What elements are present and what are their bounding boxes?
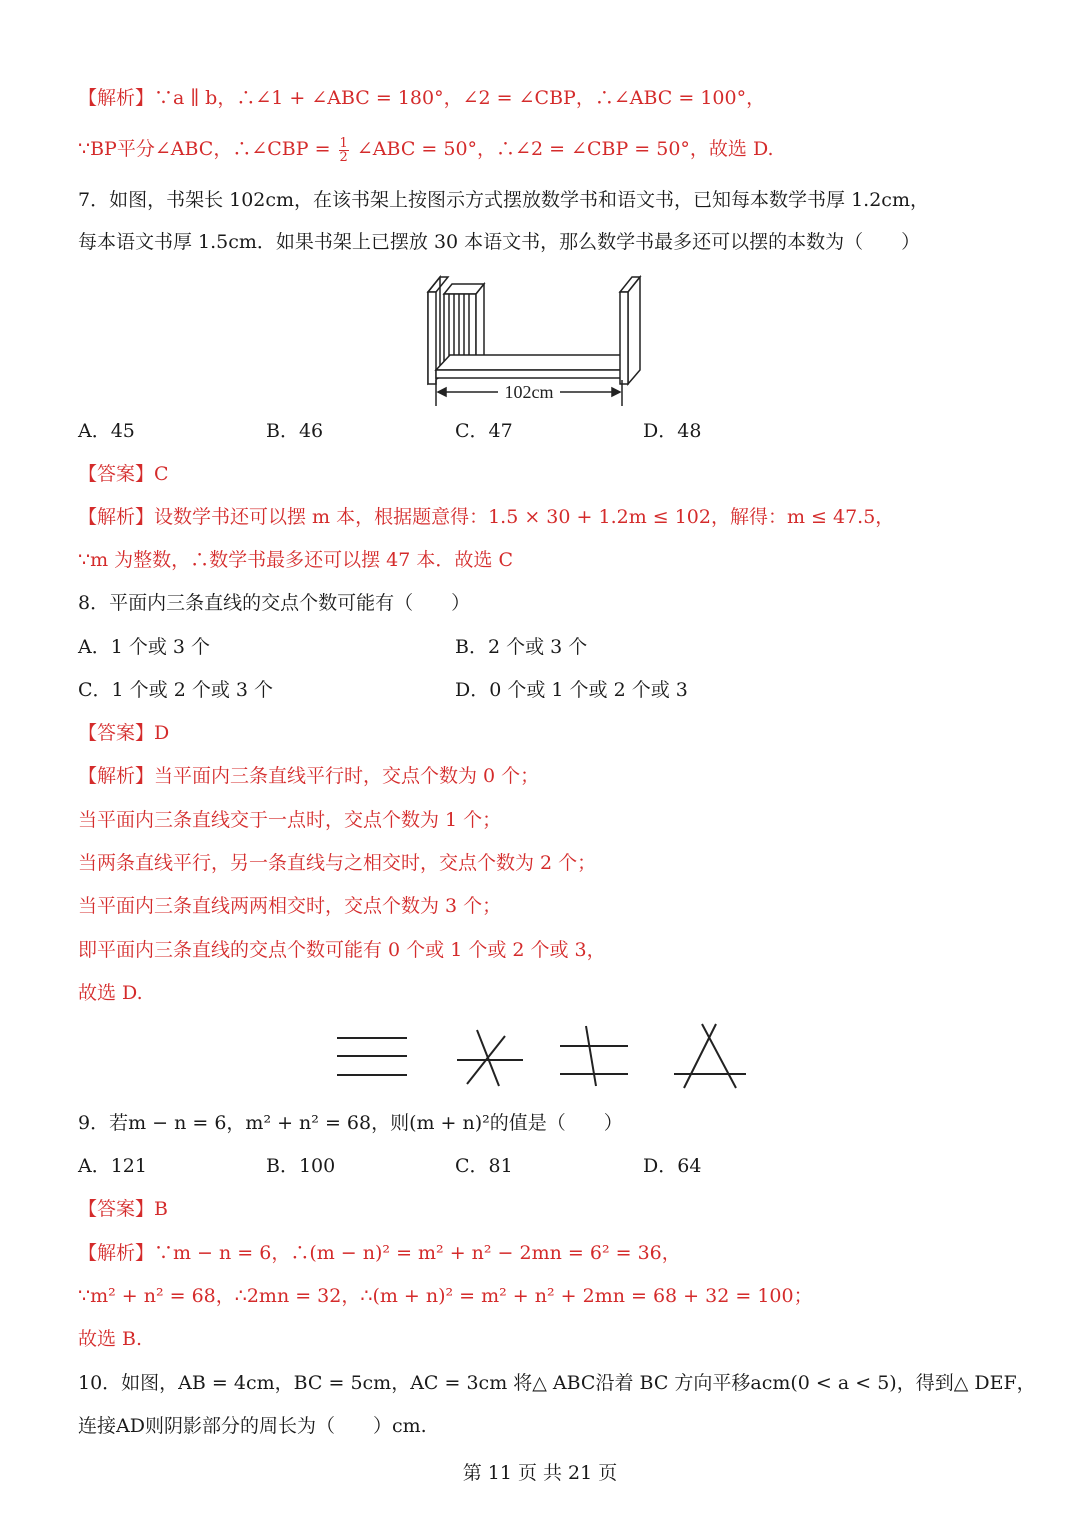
q7-answer: 【答案】C (78, 463, 169, 485)
q7-analysis-line-1: 【解析】设数学书还可以摆 m 本，根据题意得：1.5 × 30 + 1.2m ≤ 102，解得：m ≤ 47.5， (78, 506, 895, 528)
q9-option-d: D．64 (643, 1155, 702, 1177)
two-parallel-one-transversal-figure (558, 1024, 630, 1088)
q8-option-a: A．1 个或 3 个 (78, 636, 211, 658)
q6-analysis-line-2a: ∵BP平分∠ABC，∴∠CBP = (78, 138, 331, 160)
three-parallel-lines-figure (335, 1032, 410, 1080)
bookshelf-figure (420, 262, 660, 407)
q8-analysis-line-2: 当平面内三条直线交于一点时，交点个数为 1 个； (78, 809, 502, 831)
q9-analysis-line-3: 故选 B. (78, 1328, 143, 1350)
q8-option-b: B．2 个或 3 个 (455, 636, 588, 658)
q8-analysis-line-5: 即平面内三条直线的交点个数可能有 0 个或 1 个或 2 个或 3， (78, 939, 606, 961)
q9-analysis-line-2: ∵m² + n² = 68，∴2mn = 32，∴(m + n)² = m² + n² + 2mn = 68 + 32 = 100； (78, 1285, 813, 1307)
q8-analysis-line-3: 当两条直线平行，另一条直线与之相交时，交点个数为 2 个； (78, 852, 597, 874)
fraction-numerator: 1 (339, 135, 348, 151)
q8-answer: 【答案】D (78, 722, 170, 744)
q7-option-b: B．46 (266, 420, 324, 442)
q7-stem-line-2: 每本语文书厚 1.5cm．如果书架上已摆放 30 本语文书，那么数学书最多还可以摆的本数为（ ） (78, 231, 921, 253)
q8-option-d: D．0 个或 1 个或 2 个或 3 (455, 679, 688, 701)
bookshelf-length-label: 102cm (504, 382, 554, 402)
q9-option-b: B．100 (266, 1155, 336, 1177)
q8-stem: 8．平面内三条直线的交点个数可能有（ ） (78, 592, 471, 614)
q10-stem-line-2: 连接AD则阴影部分的周长为（ ）cm. (78, 1415, 427, 1437)
q9-option-a: A．121 (78, 1155, 147, 1177)
q7-analysis-line-2: ∵m 为整数，∴数学书最多还可以摆 47 本．故选 C (78, 549, 513, 571)
q6-analysis-line-1: 【解析】∵a ∥ b，∴∠1 + ∠ABC = 180°，∠2 = ∠CBP，∴∠ABC = 100°， (78, 87, 766, 109)
q6-analysis-line-2 (78, 136, 774, 164)
q8-analysis-line-4: 当平面内三条直线两两相交时，交点个数为 3 个； (78, 895, 502, 917)
q7-option-d: D．48 (643, 420, 702, 442)
q7-option-c: C．47 (455, 420, 513, 442)
q9-option-c: C．81 (455, 1155, 513, 1177)
q9-stem: 9．若m − n = 6，m² + n² = 68，则(m + n)²的值是（ ） (78, 1112, 623, 1134)
q8-analysis-line-6: 故选 D. (78, 982, 143, 1004)
page-footer: 第 11 页 共 21 页 (462, 1462, 618, 1484)
q8-analysis-line-1: 【解析】当平面内三条直线平行时，交点个数为 0 个； (78, 765, 540, 787)
q9-analysis-line-1: 【解析】∵m − n = 6，∴(m − n)² = m² + n² − 2mn = 6² = 36， (78, 1242, 681, 1264)
q8-option-c: C．1 个或 2 个或 3 个 (78, 679, 274, 701)
q10-stem-line-1: 10．如图，AB = 4cm，BC = 5cm，AC = 3cm 将△ ABC沿着 BC 方向平移acm(0 < a < 5)，得到△ DEF， (78, 1372, 1036, 1394)
concurrent-lines-figure (455, 1026, 525, 1088)
q9-answer: 【答案】B (78, 1198, 168, 1220)
q7-stem-line-1: 7．如图，书架长 102cm，在该书架上按图示方式摆放数学书和语文书，已知每本数学书厚 1.2cm， (78, 189, 929, 211)
triangle-lines-figure (672, 1022, 748, 1090)
fraction-denominator: 2 (339, 149, 348, 165)
fraction-half (339, 137, 349, 164)
q6-analysis-line-2b: ∠ABC = 50°，∴∠2 = ∠CBP = 50°，故选 D. (356, 138, 774, 160)
q7-option-a: A．45 (78, 420, 135, 442)
